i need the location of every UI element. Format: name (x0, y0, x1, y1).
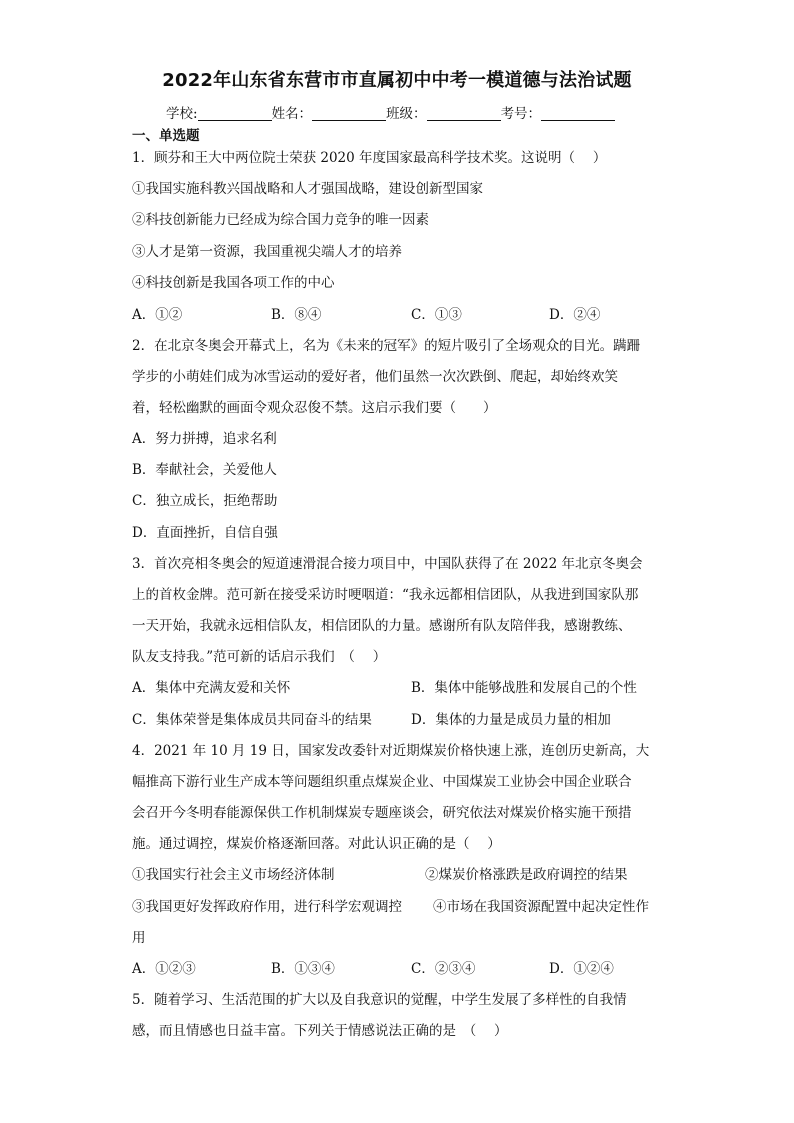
q3-stem-line-3: 一天开始，我就永远相信队友，相信团队的力量。感谢所有队友陪伴我，感谢教练、 (132, 618, 632, 634)
school-label: 学校: (166, 106, 198, 122)
q1-statement-1: ①我国实施科教兴国战略和人才强国战略，建设创新型国家 (132, 181, 483, 197)
name-label: 姓名： (271, 106, 313, 122)
q4-stem-line-4: 施。通过调控，煤炭价格逐渐回落。对此认识正确的是（ ） (132, 836, 501, 852)
q2-stem-line-1: 2．在北京冬奥会开幕式上，名为《未来的冠军》的短片吸引了全场观众的目光。蹒跚 (132, 338, 641, 354)
q4-option-d[interactable]: D．①②④ (549, 961, 614, 977)
q1-stem: 1．顾芬和王大中两位院士荣获 2020 年度国家最高科学技术奖。这说明（ ） (132, 150, 607, 166)
q3-stem-line-1: 3．首次亮相冬奥会的短道速滑混合接力项目中，中国队获得了在 2022 年北京冬奥会 (132, 556, 643, 572)
q4-statement-4: ④市场在我国资源配置中起决定性作 (433, 899, 649, 915)
q2-option-a[interactable]: A．努力拼搏，追求名利 (132, 431, 277, 447)
q1-option-a[interactable]: A．①② (132, 307, 183, 323)
q3-stem-line-4: 队友支持我。”范可新的话启示我们 （ ） (132, 649, 387, 665)
q4-stem-line-2: 幅推高下游行业生产成本等问题组织重点煤炭企业、中国煤炭工业协会中国企业联合 (132, 774, 632, 790)
q4-option-b[interactable]: B．①③④ (271, 961, 335, 977)
q2-option-d[interactable]: D．直面挫折，自信自强 (132, 525, 278, 541)
q4-statement-1: ①我国实行社会主义市场经济体制 (132, 867, 335, 883)
number-label: 考号： (500, 106, 542, 122)
q4-statement-2: ②煤炭价格涨跌是政府调控的结果 (425, 867, 628, 883)
q1-option-b[interactable]: B．⑧④ (271, 307, 322, 323)
q4-option-a[interactable]: A．①②③ (132, 961, 196, 977)
q2-stem-line-3: 着，轻松幽默的画面令观众忍俊不禁。这启示我们要（ ） (132, 400, 497, 416)
school-blank[interactable] (198, 106, 272, 121)
q4-stem-line-1: 4．2021 年 10 月 19 日，国家发改委针对近期煤炭价格快速上涨，连创历史新高，大 (132, 743, 650, 759)
class-label: 班级： (386, 106, 427, 122)
section-heading: 一、单选题 (132, 128, 200, 144)
q4-statement-4-wrap: 用 (132, 930, 146, 946)
name-blank[interactable] (312, 106, 386, 121)
number-blank[interactable] (541, 106, 615, 121)
q5-stem-line-2: 感，而且情感也日益丰富。下列关于情感说法正确的是 （ ） (132, 1023, 508, 1039)
q4-stem-line-3: 会召开今冬明春能源保供工作机制煤炭专题座谈会，研究依法对煤炭价格实施干预措 (132, 805, 632, 821)
q1-statement-2: ②科技创新能力已经成为综合国力竞争的唯一因素 (132, 212, 429, 228)
q4-statement-3: ③我国更好发挥政府作用，进行科学宏观调控 (132, 899, 402, 915)
q2-option-c[interactable]: C．独立成长，拒绝帮助 (132, 493, 278, 509)
q1-statement-4: ④科技创新是我国各项工作的中心 (132, 275, 335, 291)
student-info-line (166, 102, 615, 122)
q5-stem-line-1: 5．随着学习、生活范围的扩大以及自我意识的觉醒，中学生发展了多样性的自我情 (132, 992, 627, 1008)
q2-option-b[interactable]: B．奉献社会，关爱他人 (132, 462, 277, 478)
q2-stem-line-2: 学步的小萌娃们成为冰雪运动的爱好者，他们虽然一次次跌倒、爬起，却始终欢笑 (132, 369, 618, 385)
q1-option-c[interactable]: C．①③ (411, 307, 462, 323)
q3-option-b[interactable]: B．集体中能够战胜和发展自己的个性 (411, 680, 637, 696)
page-title: 2022年山东省东营市市直属初中中考一模道德与法治试题 (162, 70, 632, 91)
q1-statement-3: ③人才是第一资源，我国重视尖端人才的培养 (132, 244, 402, 260)
class-blank[interactable] (427, 106, 501, 121)
q4-option-c[interactable]: C．②③④ (411, 961, 476, 977)
q3-stem-line-2: 上的首枚金牌。范可新在接受采访时哽咽道：“我永远都相信团队，从我进到国家队那 (132, 587, 639, 603)
q3-option-d[interactable]: D．集体的力量是成员力量的相加 (411, 712, 611, 728)
q3-option-a[interactable]: A．集体中充满友爱和关怀 (132, 680, 291, 696)
q1-option-d[interactable]: D．②④ (549, 307, 601, 323)
q3-option-c[interactable]: C．集体荣誉是集体成员共同奋斗的结果 (132, 712, 372, 728)
